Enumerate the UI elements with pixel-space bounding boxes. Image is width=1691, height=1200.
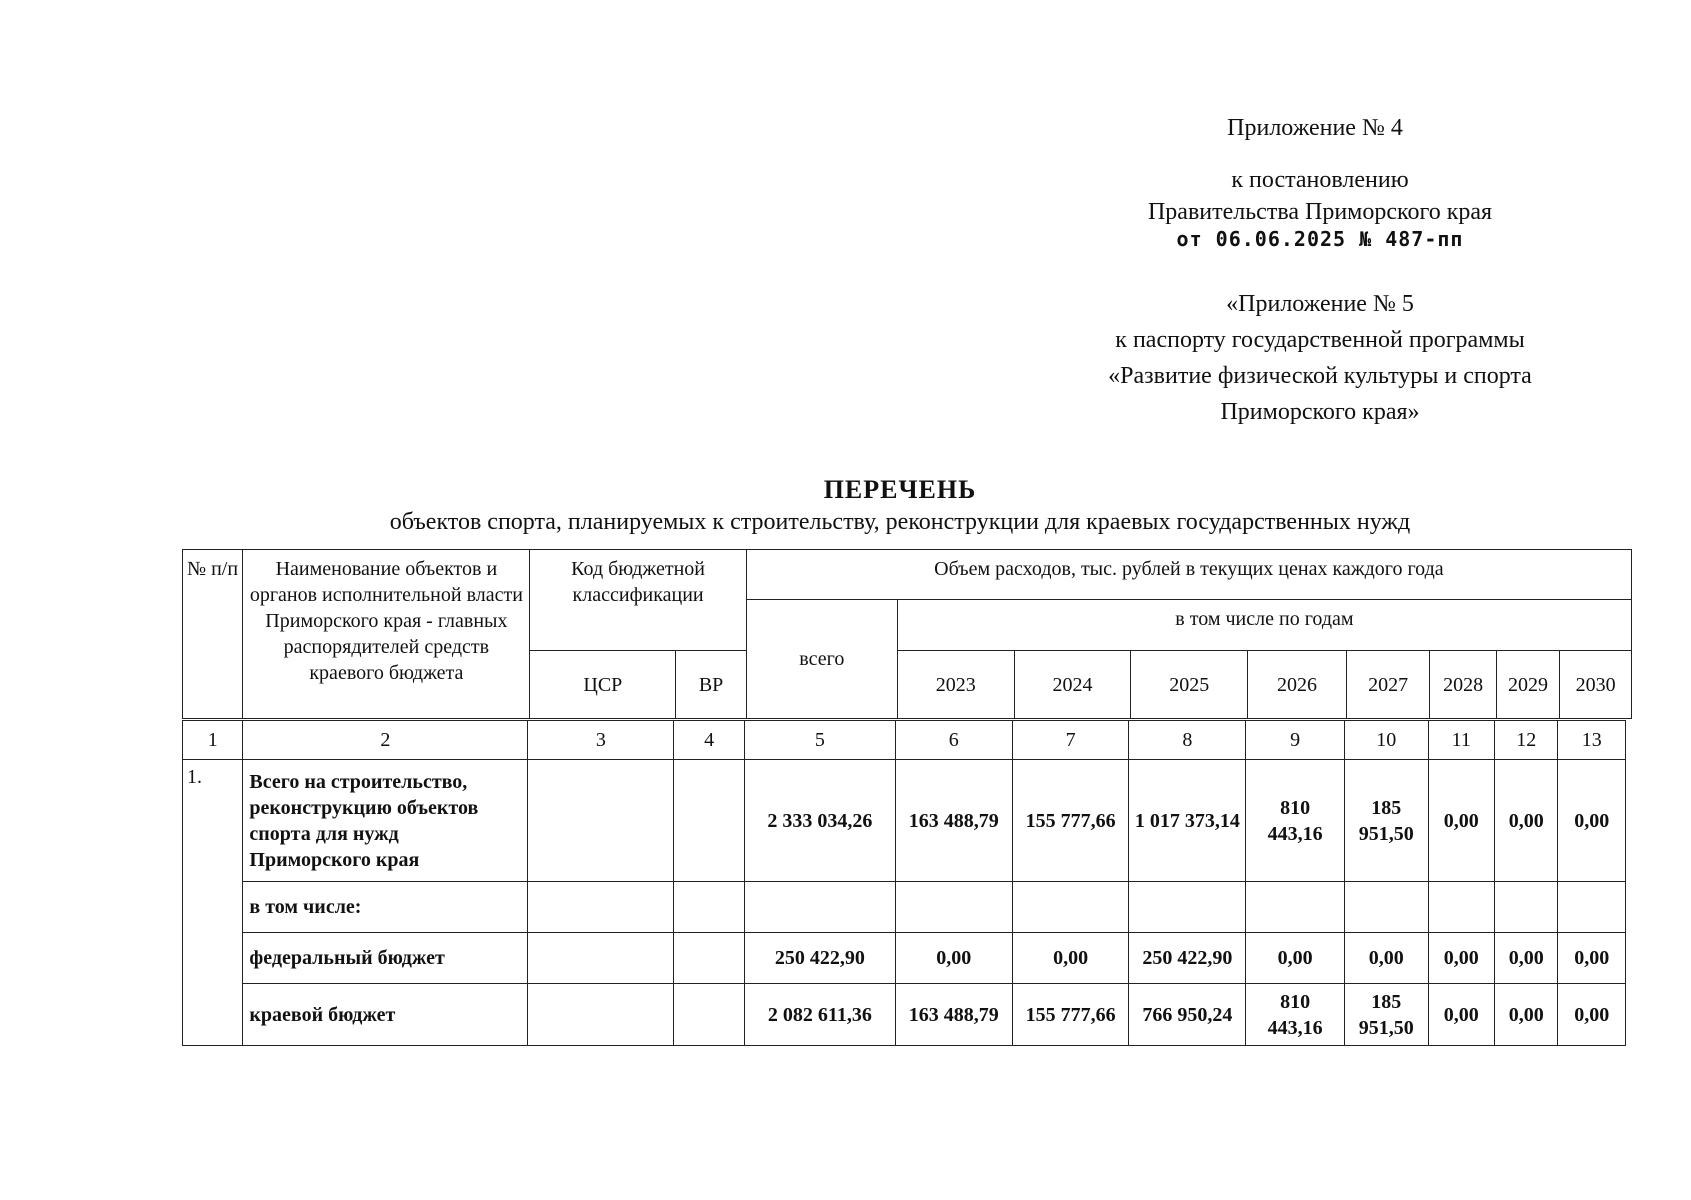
row-name: в том числе: — [243, 882, 528, 933]
row-value — [1494, 882, 1557, 933]
header-year: 2030 — [1560, 651, 1632, 719]
row-value: 0,00 — [1246, 933, 1345, 984]
row-csr — [528, 760, 674, 882]
column-numbers-row — [183, 721, 1626, 760]
table-row — [183, 760, 1626, 882]
row-value: 185 951,50 — [1344, 984, 1428, 1046]
row-csr — [528, 984, 674, 1046]
table-header — [182, 549, 1632, 719]
resolution-line: к постановлению — [1231, 167, 1409, 193]
header-year: 2027 — [1346, 651, 1430, 719]
row-value: 766 950,24 — [1129, 984, 1246, 1046]
appendix-number — [1195, 112, 1435, 144]
program-line: Приморского края» — [1220, 399, 1420, 425]
column-number: 1 — [183, 721, 243, 760]
resolution-reference — [1080, 164, 1560, 250]
row-name: краевой бюджет — [243, 984, 528, 1046]
column-number: 13 — [1558, 721, 1626, 760]
row-value — [1129, 882, 1246, 933]
column-number: 9 — [1246, 721, 1345, 760]
row-total: 2 082 611,36 — [744, 984, 895, 1046]
row-number: 1. — [183, 760, 243, 1046]
row-value: 0,00 — [1558, 984, 1626, 1046]
row-value: 0,00 — [1428, 760, 1494, 882]
column-number: 4 — [674, 721, 744, 760]
row-vr — [674, 882, 744, 933]
header-num: № п/п — [183, 550, 243, 719]
header-year: 2028 — [1430, 651, 1496, 719]
column-number: 3 — [528, 721, 674, 760]
row-value — [1012, 882, 1129, 933]
row-total: 250 422,90 — [744, 933, 895, 984]
document-title: ПЕРЕЧЕНЬ — [823, 475, 977, 504]
header-expenses: Объем расходов, тыс. рублей в текущих ценах каждого года — [746, 550, 1631, 600]
row-value — [1344, 882, 1428, 933]
document-heading — [250, 474, 1550, 538]
row-csr — [528, 882, 674, 933]
row-value: 163 488,79 — [895, 984, 1012, 1046]
row-value: 0,00 — [1494, 760, 1557, 882]
table-row — [183, 933, 1626, 984]
column-number: 6 — [895, 721, 1012, 760]
resolution-line: Правительства Приморского края — [1147, 199, 1493, 225]
row-value: 185 951,50 — [1344, 760, 1428, 882]
row-value: 155 777,66 — [1012, 984, 1129, 1046]
row-value: 0,00 — [895, 933, 1012, 984]
header-year: 2029 — [1496, 651, 1559, 719]
row-value: 0,00 — [1494, 933, 1557, 984]
row-value — [1428, 882, 1494, 933]
header-by-years: в том числе по годам — [897, 600, 1631, 651]
row-value: 163 488,79 — [895, 760, 1012, 882]
row-name: Всего на строительство, реконструкцию объектов спорта для нужд Приморского края — [243, 760, 528, 882]
row-value: 0,00 — [1344, 933, 1428, 984]
row-value: 155 777,66 — [1012, 760, 1129, 882]
program-reference — [1030, 286, 1610, 430]
column-number: 7 — [1012, 721, 1129, 760]
program-line: «Развитие физической культуры и спорта — [1108, 363, 1532, 389]
header-year: 2023 — [897, 651, 1014, 719]
column-number: 2 — [243, 721, 528, 760]
program-line: к паспорту государственной программы — [1115, 327, 1525, 353]
row-value: 0,00 — [1428, 933, 1494, 984]
row-value — [1558, 882, 1626, 933]
table-body — [182, 720, 1626, 1046]
column-number: 8 — [1129, 721, 1246, 760]
row-value: 0,00 — [1558, 933, 1626, 984]
row-value: 0,00 — [1012, 933, 1129, 984]
header-year: 2026 — [1248, 651, 1347, 719]
table-row — [183, 984, 1626, 1046]
appendix-line: Приложение № 4 — [1227, 115, 1403, 141]
header-vr: ВР — [676, 651, 746, 719]
row-total — [744, 882, 895, 933]
row-value: 0,00 — [1428, 984, 1494, 1046]
resolution-date-stamp: от 06.06.2025 № 487-пп — [1176, 227, 1464, 251]
header-budget-code: Код бюджетной классификации — [530, 550, 746, 651]
header-total: всего — [746, 600, 897, 719]
row-total: 2 333 034,26 — [744, 760, 895, 882]
header-year: 2024 — [1014, 651, 1131, 719]
row-csr — [528, 933, 674, 984]
row-value — [1246, 882, 1345, 933]
row-vr — [674, 760, 744, 882]
row-vr — [674, 933, 744, 984]
column-number: 11 — [1428, 721, 1494, 760]
column-number: 5 — [744, 721, 895, 760]
table-row — [183, 882, 1626, 933]
row-value: 250 422,90 — [1129, 933, 1246, 984]
row-name: федеральный бюджет — [243, 933, 528, 984]
row-value: 1 017 373,14 — [1129, 760, 1246, 882]
row-value: 810 443,16 — [1246, 760, 1345, 882]
row-value — [895, 882, 1012, 933]
row-value: 0,00 — [1558, 760, 1626, 882]
document-subtitle: объектов спорта, планируемых к строительству, реконструкции для краевых государственных нужд — [389, 509, 1411, 535]
row-value: 810 443,16 — [1246, 984, 1345, 1046]
header-csr: ЦСР — [530, 651, 676, 719]
column-number: 10 — [1344, 721, 1428, 760]
header-year: 2025 — [1131, 651, 1248, 719]
program-line: «Приложение № 5 — [1226, 291, 1414, 317]
row-value: 0,00 — [1494, 984, 1557, 1046]
column-number: 12 — [1494, 721, 1557, 760]
header-name: Наименование объектов и органов исполнительной власти Приморского края - главных распорядителей средств краевого бюджета — [243, 550, 530, 719]
row-vr — [674, 984, 744, 1046]
